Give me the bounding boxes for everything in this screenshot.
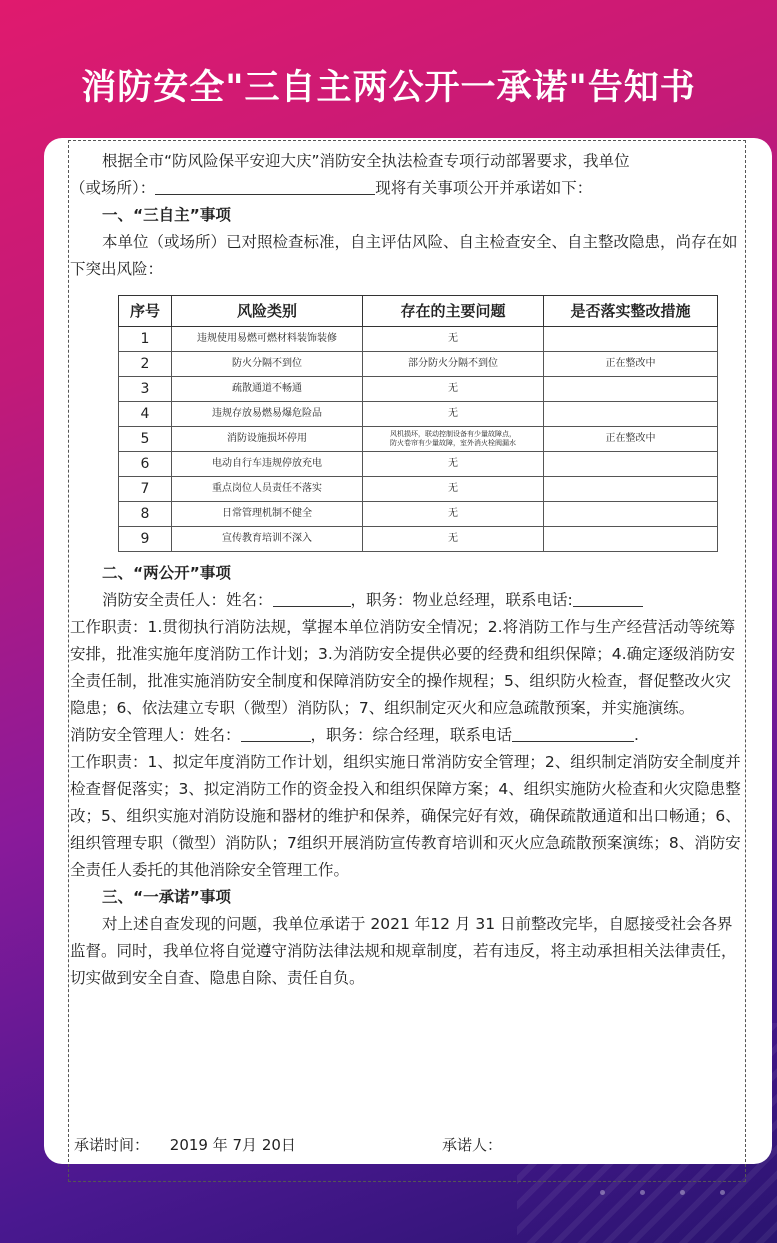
row-no: 7 xyxy=(119,477,172,502)
resp-name-blank xyxy=(273,588,351,607)
responsible-duty: 工作职责：1.贯彻执行消防法规，掌握本单位消防安全情况；2.将消防工作与生产经营活动等统筹安排，批准实施年度消防工作计划；3.为消防安全提供必要的经费和组织保障；4.确定逐级消防安全责任制，批准实施消防安全制度和保障消防安全的操作规程；5、组织防火检查，督促整改火灾隐患；6、依法建立专职（微型）消防队；7、组织制定灭火和应急疏散预案，并实施演练。 xyxy=(70,618,736,717)
row-no: 2 xyxy=(119,352,172,377)
row-category: 违规使用易燃可燃材料装饰装修 xyxy=(172,327,363,352)
manager-duty: 工作职责：1、拟定年度消防工作计划，组织实施日常消防安全管理；2、组织制定消防安全制度并检查督促落实；3、拟定消防工作的资金投入和组织保障方案；4、组织实施防火检查和火灾隐患整改；5、组织实施对消防设施和器材的维护和保养，确保完好有效，确保疏散通道和出口畅通；6、组织管理专职（微型）消防队；7组织开展消防宣传教育培训和灭火应急疏散预案演练；8、消防安全责任人委托的其他消除安全管理工作。 xyxy=(70,753,741,879)
resp-label: 消防安全责任人：姓名： xyxy=(102,591,273,609)
table-row xyxy=(119,377,718,402)
resp-phone-blank xyxy=(573,588,643,607)
row-category: 疏散通道不畅通 xyxy=(172,377,363,402)
table-row xyxy=(119,402,718,427)
mgr-phone-blank xyxy=(512,723,634,742)
header-measure: 是否落实整改措施 xyxy=(544,296,718,327)
intro-line2-prefix: （或场所）： xyxy=(70,179,156,197)
row-problem: 部分防火分隔不到位 xyxy=(363,352,544,377)
row-measure: 正在整改中 xyxy=(544,352,718,377)
commit-time-label: 承诺时间： xyxy=(74,1136,150,1154)
row-problem: 无 xyxy=(363,477,544,502)
row-no: 1 xyxy=(119,327,172,352)
table-row xyxy=(119,477,718,502)
row-problem: 无 xyxy=(363,327,544,352)
row-no: 6 xyxy=(119,452,172,477)
signature-footer xyxy=(74,1134,714,1155)
row-category: 重点岗位人员责任不落实 xyxy=(172,477,363,502)
manager-line xyxy=(70,722,744,749)
resp-mid: ，职务：物业总经理，联系电话: xyxy=(350,591,573,609)
row-no: 3 xyxy=(119,377,172,402)
mgr-mid: ，职务：综合经理，联系电话 xyxy=(310,726,513,744)
row-problem: 无 xyxy=(363,377,544,402)
row-measure xyxy=(544,402,718,427)
table-row xyxy=(119,527,718,552)
table-row xyxy=(119,427,718,452)
row-measure xyxy=(544,452,718,477)
section1-text: 本单位（或场所）已对照检查标准，自主评估风险、自主检查安全、自主整改隐患，尚存在如下突出风险： xyxy=(70,233,738,278)
row-no: 4 xyxy=(119,402,172,427)
section2-heading: 二、“两公开”事项 xyxy=(102,564,231,582)
row-measure xyxy=(544,527,718,552)
table-row xyxy=(119,327,718,352)
page-title: 消防安全"三自主两公开一承诺"告知书 xyxy=(81,68,696,108)
risk-table-header xyxy=(119,296,718,327)
row-no: 9 xyxy=(119,527,172,552)
signer-label: 承诺人： xyxy=(442,1136,503,1154)
decor-dot xyxy=(600,1190,605,1195)
header-category: 风险类别 xyxy=(172,296,363,327)
row-category: 防火分隔不到位 xyxy=(172,352,363,377)
intro-line2 xyxy=(70,175,744,202)
row-category: 消防设施损坏停用 xyxy=(172,427,363,452)
section1-heading: 一、“三自主”事项 xyxy=(102,206,231,224)
header-problem: 存在的主要问题 xyxy=(363,296,544,327)
row-problem xyxy=(363,427,544,452)
row-no: 8 xyxy=(119,502,172,527)
row-category: 日常管理机制不健全 xyxy=(172,502,363,527)
section3-text: 对上述自查发现的问题，我单位承诺于 2021 年12 月 31 日前整改完毕，自愿接受社会各界监督。同时，我单位将自觉遵守消防法律法规和规章制度，若有违反，将主动承担相关法律责任，切实做到安全自查、隐患自除、责任自负。 xyxy=(70,915,737,987)
row-category: 电动自行车违规停放充电 xyxy=(172,452,363,477)
mgr-end: . xyxy=(634,726,639,744)
responsible-person-line xyxy=(70,587,744,614)
row-problem: 无 xyxy=(363,527,544,552)
row-problem: 无 xyxy=(363,502,544,527)
mgr-name-blank xyxy=(241,723,311,742)
risk-table xyxy=(118,295,718,552)
row-category: 宣传教育培训不深入 xyxy=(172,527,363,552)
header-no: 序号 xyxy=(119,296,172,327)
row-category: 违规存放易燃易爆危险品 xyxy=(172,402,363,427)
table-row xyxy=(119,352,718,377)
decor-dot xyxy=(680,1190,685,1195)
intro-line1: 根据全市“防风险保平安迎大庆”消防安全执法检查专项行动部署要求，我单位 xyxy=(102,152,630,170)
intro-line2-suffix: 现将有关事项公开并承诺如下： xyxy=(375,179,593,197)
section3-heading: 三、“一承诺”事项 xyxy=(102,888,231,906)
row-problem: 无 xyxy=(363,402,544,427)
notice-content xyxy=(70,148,744,992)
row-problem: 无 xyxy=(363,452,544,477)
table-row xyxy=(119,452,718,477)
row-problem-line1: 风机损坏，联动控制设备有少量故障点， xyxy=(390,430,516,438)
decor-dot xyxy=(720,1190,725,1195)
row-measure xyxy=(544,377,718,402)
row-measure xyxy=(544,327,718,352)
table-row xyxy=(119,502,718,527)
row-no: 5 xyxy=(119,427,172,452)
unit-name-blank xyxy=(155,176,375,195)
commit-time-value: 2019 年 7月 20日 xyxy=(169,1136,296,1154)
row-measure xyxy=(544,477,718,502)
row-measure: 正在整改中 xyxy=(544,427,718,452)
mgr-label: 消防安全管理人：姓名： xyxy=(70,726,241,744)
row-measure xyxy=(544,502,718,527)
row-problem-line2: 防火卷帘有少量故障，室外消火栓阀漏水 xyxy=(390,439,516,447)
decor-dot xyxy=(640,1190,645,1195)
